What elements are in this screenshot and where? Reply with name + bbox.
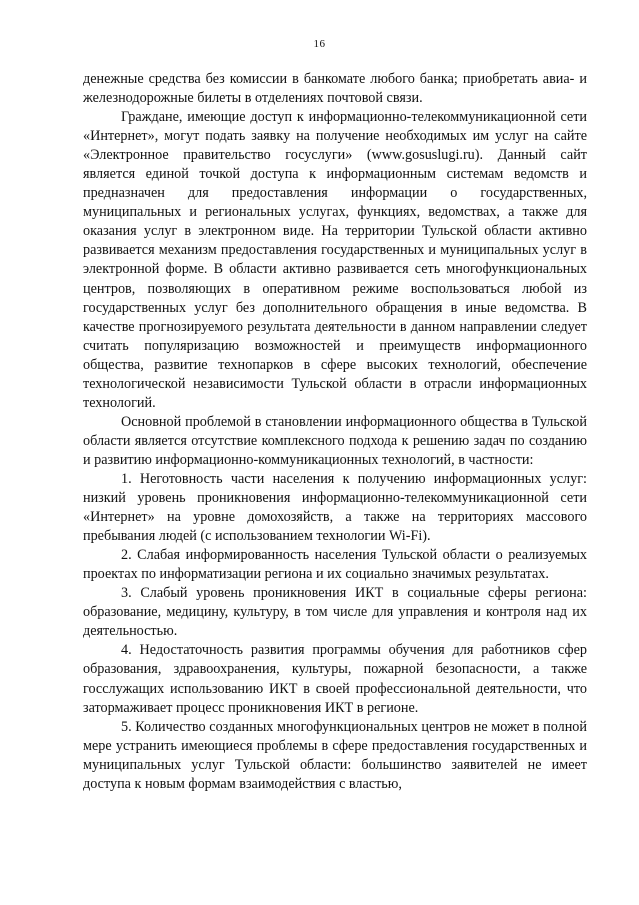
document-body [83, 70, 587, 794]
list-item-4: 4. Недостаточность развития программы обучения для работников сфер образования, здравоохранения, культуры, пожарной безопасности, а также госслужащих использованию ИКТ в своей профессиональной деятельности, что затормаживает процесс проникновения ИКТ в регионе. [83, 642, 587, 716]
paragraph-main-problem: Основной проблемой в становлении информационного общества в Тульской области является отсутствие комплексного подхода к решению задач по созданию и развитию информационно-коммуникационных технологий, в частности: [83, 413, 587, 468]
list-item-1: 1. Неготовность части населения к получению информационных услуг: низкий уровень проникновения информационно-телекоммуникационной сети «Интернет» на уровне домохозяйств, а также на территориях массового пребывания людей (с использованием технологии Wi-Fi). [83, 470, 587, 545]
list-item-3: 3. Слабый уровень проникновения ИКТ в социальные сферы региона: образование, медицину, культуру, в том числе для управления и контроля над их деятельностью. [83, 585, 587, 640]
list-item-2: 2. Слабая информированность населения Тульской области о реализуемых проектах по информатизации региона и их социально значимых результатах. [83, 547, 587, 583]
paragraph-continuation: денежные средства без комиссии в банкомате любого банка; приобретать авиа- и железнодорожные билеты в отделениях почтовой связи. [83, 71, 587, 107]
page-number: 16 [313, 38, 326, 50]
paragraph-gosuslugi: Граждане, имеющие доступ к информационно-телекоммуникационной сети «Интернет», могут подать заявку на получение необходимых им услуг на сайте «Электронное правительство госуслуги» (www.gosuslugi.ru). Данный сайт является единой точкой доступа к информационным системам ведомств и предназначен для предоставления информации о государственных, муниципальных и региональных услугах, функциях, ведомствах, а также для оказания услуг в электронном виде. На территории Тульской области активно развивается механизм предоставления государственных и муниципальных услуг в электронной форме. В области активно развивается сеть многофункциональных центров, позволяющих в оперативном режиме воспользоваться любой из государственных услуг без дополнительного обращения в иные ведомства. В качестве прогнозируемого результата деятельности в данном направлении следует считать популяризацию возможностей и преимуществ информационного общества, развитие технопарков в сфере высоких технологий, обеспечение технологической независимости Тульской области в отрасли информационных технологий. [83, 109, 587, 411]
list-item-5: 5. Количество созданных многофункциональных центров не может в полной мере устранить имеющиеся проблемы в сфере предоставления государственных и муниципальных услуг Тульской области: большинство заявителей не имеет доступа к новым формам взаимодействия с властью, [83, 718, 587, 792]
